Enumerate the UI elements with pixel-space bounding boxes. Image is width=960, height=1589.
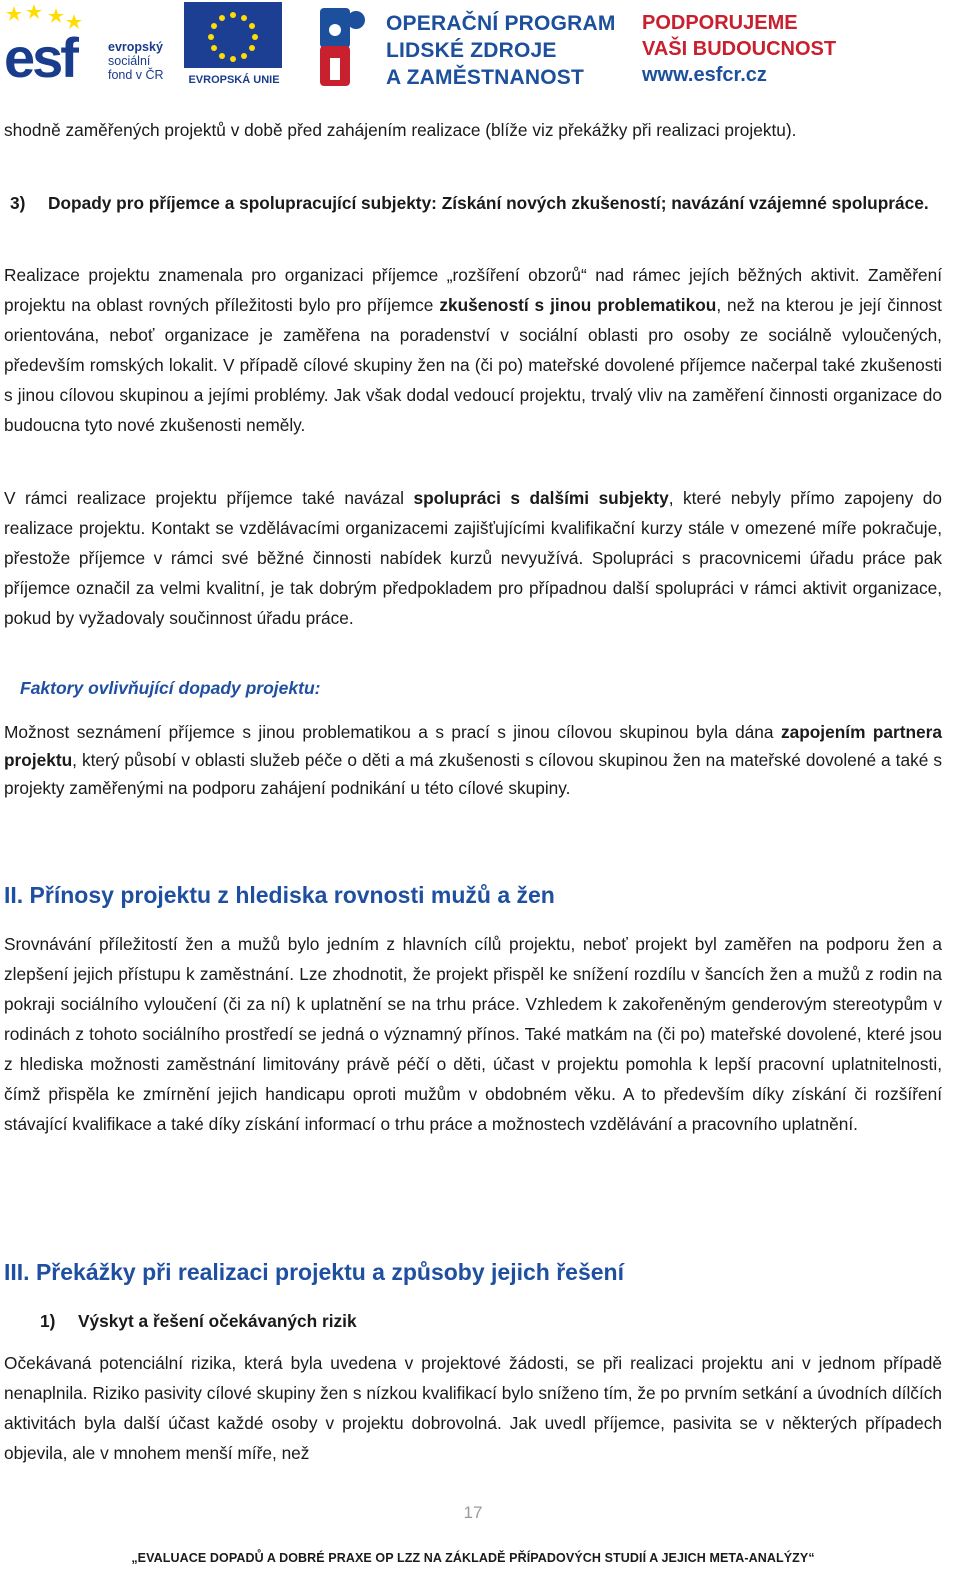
op-line1: OPERAČNÍ PROGRAM [386,12,616,35]
podp-line1: PODPORUJEME [642,12,798,34]
esf-subtitle [108,40,164,82]
op-title [386,10,616,91]
paragraph-intro: shodně zaměřených projektů v době před zahájením realizace (blíže viz překážky při realizaci projektu). [4,120,797,140]
section-3-title: III. Překážky při realizaci projektu a způsoby jejich řešení [4,1259,624,1285]
paragraph-recipient-experience [4,260,942,440]
item-1-heading: Výskyt a řešení očekávaných rizik [78,1311,357,1331]
paragraph-risks: Očekávaná potenciální rizika, která byla uvedena v projektové žádosti, se při realizaci projektu ani v jednom případě nenaplnila. Riziko pasivity cílové skupiny žen s nízkou kvalifikací bylo sníženo tím, že po prvním setkání a úvodních dílčích aktivitách byla další účast každé osoby v projektu dobrovolná. Jak uvedl příjemce, pasivita se v některých případech objevila, ale v mnohem menší míře, než [4,1353,942,1463]
footer-title: „EVALUACE DOPADŮ A DOBRÉ PRAXE OP LZZ NA ZÁKLADĚ PŘÍPADOVÝCH STUDIÍ A JEJICH META-ANALÝZY“ [131,1551,815,1565]
esf-wordmark: esf [4,26,76,89]
podp-line2: VAŠI BUDOUCNOST [642,38,837,60]
paragraph-factors [4,718,942,802]
logo-header [0,0,960,92]
esf-line3: fond v ČR [108,68,164,82]
p3-bold: zapojením partnera projektu [4,722,943,770]
p2-text-c: , které nebyly přímo zapojeny do realizace projektu. Kontakt se vzdělávacími organizacemi zajišťujícími kvalifikační kurzy stále v omezené míře pokračuje, přestože příjemce v rámci své běžné činnosti nabídek kurzů nevyužívá. Spolupráci s pracovnicemi úřadu práce pak příjemce označil za velmi kvalitní, je tak dobrým předpokladem pro případnou další spolupráci v rámci aktivit organizace, pokud by vyžadovaly součinnost úřadu práce. [4,488,942,628]
podporujeme-logo [642,10,836,88]
section-2-title: II. Přínosy projektu z hlediska rovnosti mužů a žen [4,882,555,908]
p1-bold: zkušeností s jinou problematikou [439,295,717,315]
p2-bold: spolupráci s dalšími subjekty [413,488,669,508]
eu-label: EVROPSKÁ UNIE [188,74,280,86]
item-1-number: 1) [40,1311,56,1331]
esf-line1: evropský [108,40,163,54]
puzzle-person-icon [316,2,374,90]
op-line3: A ZAMĚSTNANOST [386,66,585,89]
page-number: 17 [463,1503,483,1522]
paragraph-cooperation [4,483,942,633]
p3-text-c: , který působí v oblasti služeb péče o děti a má zkušenosti s cílovou skupinou žen na mateřské dovolené a také s projekty zaměřenými na podporu zahájení podnikání u této cílové skupiny. [4,750,942,798]
paragraph-gender-equality: Srovnávání příležitostí žen a mužů bylo jedním z hlavních cílů projektu, neboť projekt byl zaměřen na podporu žen a zlepšení jejich přístupu k zaměstnání. Lze zhodnotit, že projekt přispěl ke snížení rozdílu v šancích žen a mužů z rodin na pokraji sociálního vyloučení (či za ní) k uplatnění se na trhu práce. Vzhledem k zakořeněným genderovým stereotypům v rodinách z tohoto sociálního prostředí se jedná o významný přínos. Také matkám na (či po) mateřské dovolené, které jsou z hlediska možnosti zaměstnání limitovány právě péčí o děti, účast v projektu pomohla k lepší pracovní uplatnitelnosti, čímž přispěla ke zmírnění jejich handicapu oproti mužům v obdobném věku. A to především díky získání či rozšíření stávající kvalifikace a také díky získání informací o trhu práce a možnostech vzdělávání a pracovního uplatnění. [4,934,942,1134]
esf-line2: sociální [108,54,151,68]
esfcr-url: www.esfcr.cz [642,64,767,86]
factors-heading: Faktory ovlivňující dopady projektu: [20,678,321,698]
op-lzz-logo [316,2,626,90]
item-3-number: 3) [10,193,26,213]
eu-flag-icon [184,2,282,68]
p1-text-c: , než na kterou je její činnost orientována, neboť organizace je zaměřena na poradenství v sociální oblasti pro osoby ze sociálně vyloučených, především romských lokalit. V případě cílové skupiny žen na (či po) mateřské dovolené příjemce načerpal také zkušenosti s jinou cílovou skupinou a jejími problémy. Jak však dodal vedoucí projektu, trvalý vliv na zaměření činnosti organizace do budoucna tyto nové zkušenosti neměly. [4,295,942,435]
item-3-heading: Dopady pro příjemce a spolupracující subjekty: Získání nových zkušeností; navázání vzájemné spolupráce. [48,193,929,213]
p2-text-a: V rámci realizace projektu příjemce také navázal [4,488,414,508]
p3-text-a: Možnost seznámení příjemce s jinou problematikou a s prací s jinou cílovou skupinou byla dána [4,722,781,742]
op-line2: LIDSKÉ ZDROJE [386,39,557,62]
p1-text-a: Realizace projektu znamenala pro organizaci příjemce „rozšíření obzorů“ nad rámec jejích běžných aktivit. Zaměření projektu na oblast rovných příležitosti bylo pro příjemce [4,265,942,315]
